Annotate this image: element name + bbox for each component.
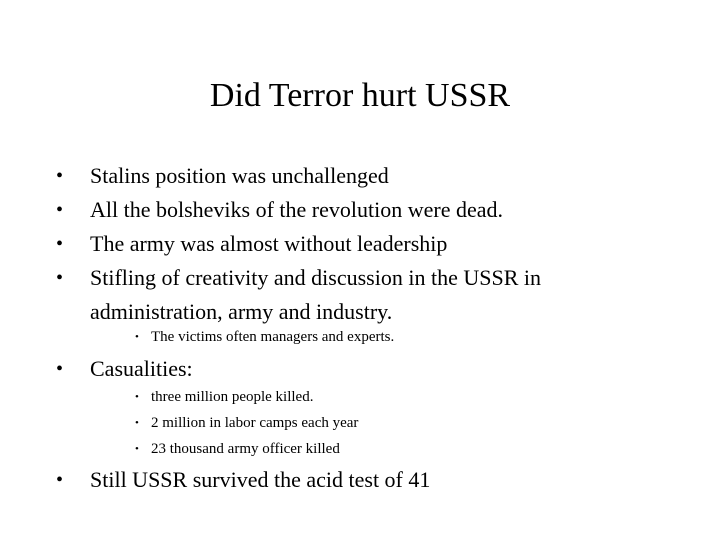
sub-bullet-item xyxy=(135,410,358,436)
slide-title: Did Terror hurt USSR xyxy=(209,77,511,114)
bullet-text: Still USSR survived the acid test of 41 xyxy=(90,467,431,492)
sub-bullet-text: 23 thousand army officer killed xyxy=(151,441,340,457)
sub-bullet-item xyxy=(135,436,340,462)
bullet-dot-icon: • xyxy=(135,331,139,343)
bullet-item xyxy=(56,227,447,261)
bullet-dot-icon: • xyxy=(56,165,64,187)
bullet-dot-icon: • xyxy=(135,391,139,403)
bullet-dot-icon: • xyxy=(56,233,64,255)
bullet-dot-icon: • xyxy=(56,358,64,380)
sub-bullet-item xyxy=(135,384,313,410)
bullet-dot-icon: • xyxy=(56,469,64,491)
bullet-text: Stalins position was unchallenged xyxy=(90,163,389,188)
bullet-dot-icon: • xyxy=(56,267,64,289)
bullet-item xyxy=(56,261,541,329)
sub-bullet-text: three million people killed. xyxy=(151,389,314,405)
bullet-text-line: Stifling of creativity and discussion in the USSR in xyxy=(90,265,541,290)
bullet-item xyxy=(56,352,193,386)
bullet-item xyxy=(56,463,430,497)
bullet-text xyxy=(90,261,541,329)
sub-bullet-text: The victims often managers and experts. xyxy=(151,329,395,345)
bullet-text: Casualities: xyxy=(90,356,193,381)
bullet-text: The army was almost without leadership xyxy=(90,231,448,256)
bullet-text: All the bolsheviks of the revolution were dead. xyxy=(90,197,504,222)
bullet-item xyxy=(56,193,503,227)
sub-bullet-text: 2 million in labor camps each year xyxy=(151,415,359,431)
bullet-dot-icon: • xyxy=(135,443,139,455)
sub-bullet-item xyxy=(135,324,394,350)
bullet-dot-icon: • xyxy=(135,417,139,429)
bullet-dot-icon: • xyxy=(56,199,64,221)
bullet-text-line: administration, army and industry. xyxy=(90,299,393,324)
bullet-item xyxy=(56,159,389,193)
